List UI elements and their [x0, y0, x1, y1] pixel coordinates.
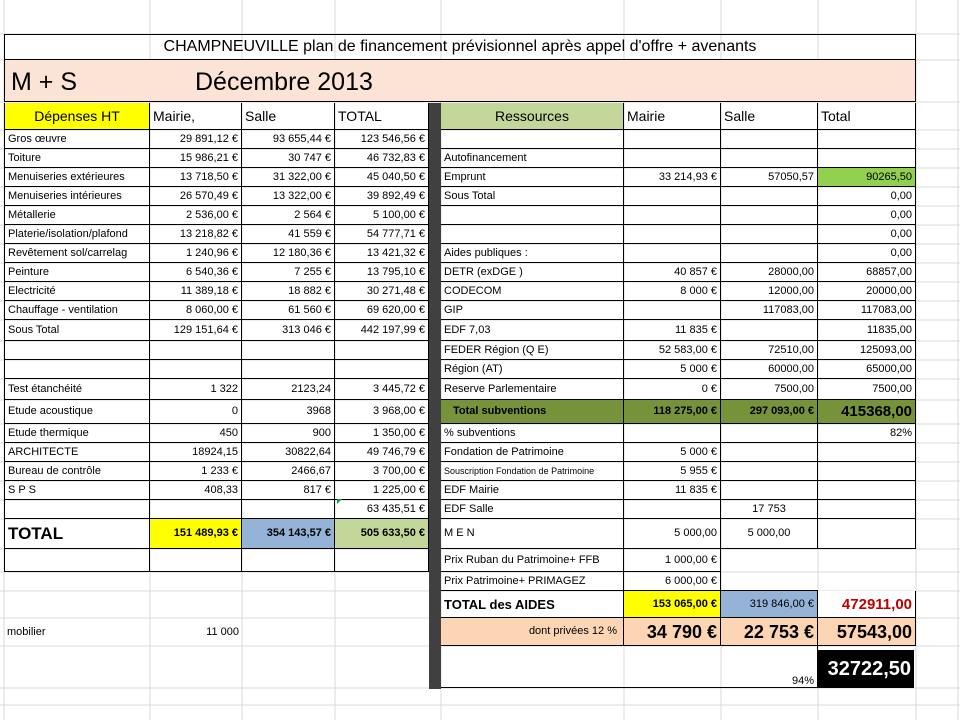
res-row-salle[interactable]: 28000,00 — [721, 263, 818, 282]
res2-row-total[interactable] — [818, 443, 916, 462]
dep-row-salle[interactable]: 2466,67 — [242, 462, 335, 481]
res-row-label[interactable]: Autofinancement — [441, 149, 624, 168]
res-row-label[interactable]: EDF 7,03 — [441, 320, 624, 341]
res-row-total[interactable]: 0,00 — [818, 187, 916, 206]
dont-privees-label[interactable]: dont privées 12 % — [441, 618, 624, 646]
res2-row-salle[interactable]: 17 753 — [721, 500, 818, 519]
men-total[interactable] — [818, 519, 916, 549]
dep-row-total[interactable]: 30 271,48 € — [335, 282, 429, 301]
dont-privees-salle[interactable]: 22 753 € — [721, 618, 818, 646]
prix2-mairie[interactable]: 6 000,00 € — [624, 572, 721, 591]
pct-subventions-mairie[interactable] — [624, 424, 721, 443]
res-row-label[interactable] — [441, 130, 624, 149]
res-row-mairie[interactable] — [624, 206, 721, 225]
dep-row-salle[interactable]: 7 255 € — [242, 263, 335, 282]
res-row-mairie[interactable] — [624, 187, 721, 206]
pct-subventions-label[interactable]: % subventions — [441, 424, 624, 443]
dep-row-mairie[interactable]: 15 986,21 € — [150, 149, 242, 168]
res-row-label[interactable] — [441, 225, 624, 244]
dep-row-salle[interactable] — [242, 500, 335, 519]
sheet-title[interactable]: CHAMPNEUVILLE plan de financement prévisionnel après appel d'offre + avenants — [4, 34, 916, 60]
dep-row-total[interactable]: 13 795,10 € — [335, 263, 429, 282]
dep-row-label[interactable]: Menuiseries extérieures — [4, 168, 150, 187]
dep-row-salle[interactable]: 12 180,36 € — [242, 244, 335, 263]
dep-row-label[interactable]: ARCHITECTE — [4, 443, 150, 462]
res-row-salle[interactable]: 60000,00 — [721, 360, 818, 379]
total-subventions-total[interactable]: 415368,00 — [818, 400, 916, 424]
subtitle-right[interactable]: Décembre 2013 — [195, 67, 373, 96]
res-row-mairie[interactable]: 11 835 € — [624, 320, 721, 341]
total-subventions-mairie[interactable]: 118 275,00 € — [624, 400, 721, 424]
res-row-mairie[interactable] — [624, 225, 721, 244]
header-res-salle[interactable]: Salle — [721, 103, 818, 130]
cell-marker — [337, 499, 342, 504]
dep-row-total[interactable]: 1 350,00 € — [335, 424, 429, 443]
res-row-total[interactable]: 7500,00 — [818, 379, 916, 400]
dep-row-salle[interactable]: 817 € — [242, 481, 335, 500]
res-row-total[interactable]: 0,00 — [818, 225, 916, 244]
dep-total-label[interactable]: TOTAL — [4, 519, 150, 549]
header-res-mairie[interactable]: Mairie — [624, 103, 721, 130]
dep-row-mairie[interactable]: 11 389,18 € — [150, 282, 242, 301]
dep-row-salle[interactable] — [242, 341, 335, 360]
dep-row-salle[interactable]: 31 322,00 € — [242, 168, 335, 187]
dep-row-total[interactable]: 442 197,99 € — [335, 320, 429, 341]
res-row-total[interactable] — [818, 149, 916, 168]
dep-blank[interactable] — [4, 549, 150, 572]
dep-total-mairie[interactable]: 151 489,93 € — [150, 519, 242, 549]
dep-row-salle[interactable]: 61 560 € — [242, 301, 335, 320]
final-pct[interactable]: 94% — [441, 646, 818, 688]
res-row-salle[interactable] — [721, 320, 818, 341]
res-row-salle[interactable] — [721, 225, 818, 244]
res-row-salle[interactable]: 72510,00 — [721, 341, 818, 360]
dep-row-mairie[interactable]: 1 322 — [150, 379, 242, 400]
dep-row-mairie[interactable]: 1 240,96 € — [150, 244, 242, 263]
res-row-label[interactable]: Sous Total — [441, 187, 624, 206]
res2-row-total[interactable] — [818, 500, 916, 519]
res-row-salle[interactable]: 57050,57 — [721, 168, 818, 187]
res2-row-mairie[interactable] — [624, 500, 721, 519]
dep-row-mairie[interactable]: 450 — [150, 424, 242, 443]
res-row-total[interactable]: 117083,00 — [818, 301, 916, 320]
dep-row-salle[interactable]: 30822,64 — [242, 443, 335, 462]
res-row-label[interactable]: FEDER Région (Q E) — [441, 341, 624, 360]
res-row-label[interactable]: GIP — [441, 301, 624, 320]
res2-row-total[interactable] — [818, 481, 916, 500]
dep-row-mairie[interactable] — [150, 360, 242, 379]
res-row-total[interactable]: 0,00 — [818, 206, 916, 225]
dep-row-mairie[interactable]: 8 060,00 € — [150, 301, 242, 320]
res-row-label[interactable]: Région (AT) — [441, 360, 624, 379]
res2-row-salle[interactable] — [721, 481, 818, 500]
dep-row-total[interactable]: 123 546,56 € — [335, 130, 429, 149]
dep-row-total[interactable]: 46 732,83 € — [335, 149, 429, 168]
dep-row-mairie[interactable]: 29 891,12 € — [150, 130, 242, 149]
header-ressources[interactable]: Ressources — [441, 103, 624, 130]
dont-privees-total[interactable]: 57543,00 — [818, 618, 916, 646]
dep-row-salle[interactable]: 2123,24 — [242, 379, 335, 400]
dep-row-label[interactable]: Gros œuvre — [4, 130, 150, 149]
dep-row-label[interactable]: Sous Total — [4, 320, 150, 341]
dep-row-label[interactable]: Métallerie — [4, 206, 150, 225]
res-row-total[interactable]: 90265,50 — [818, 168, 916, 187]
dep-blank[interactable] — [335, 549, 429, 572]
total-subventions-salle[interactable]: 297 093,00 € — [721, 400, 818, 424]
res-row-mairie[interactable]: 40 857 € — [624, 263, 721, 282]
dep-total-salle[interactable]: 354 143,57 € — [242, 519, 335, 549]
dep-row-label[interactable]: Electricité — [4, 282, 150, 301]
dep-row-total[interactable]: 3 968,00 € — [335, 400, 429, 424]
dep-row-total[interactable] — [335, 341, 429, 360]
res-row-total[interactable]: 65000,00 — [818, 360, 916, 379]
header-res-total[interactable]: Total — [818, 103, 916, 130]
res-row-total[interactable]: 68857,00 — [818, 263, 916, 282]
men-label[interactable]: M E N — [441, 519, 624, 549]
pct-subventions-total[interactable]: 82% — [818, 424, 916, 443]
dep-row-total[interactable]: 69 620,00 € — [335, 301, 429, 320]
total-subventions-label[interactable]: Total subventions — [441, 400, 624, 424]
res-row-salle[interactable]: 117083,00 — [721, 301, 818, 320]
dep-row-mairie[interactable]: 13 218,82 € — [150, 225, 242, 244]
dep-row-label[interactable] — [4, 500, 150, 519]
res-row-label[interactable]: DETR (exDGE ) — [441, 263, 624, 282]
dep-row-total[interactable]: 39 892,49 € — [335, 187, 429, 206]
res-row-mairie[interactable] — [624, 130, 721, 149]
res2-row-label[interactable]: EDF Salle — [441, 500, 624, 519]
dep-row-salle[interactable]: 30 747 € — [242, 149, 335, 168]
res-row-label[interactable]: Reserve Parlementaire — [441, 379, 624, 400]
res-row-mairie[interactable] — [624, 301, 721, 320]
column-separator — [429, 103, 441, 689]
header-salle[interactable]: Salle — [242, 103, 335, 130]
res-row-mairie[interactable]: 52 583,00 € — [624, 341, 721, 360]
res-row-mairie[interactable] — [624, 244, 721, 263]
dep-row-mairie[interactable]: 2 536,00 € — [150, 206, 242, 225]
dep-row-label[interactable]: Revêtement sol/carrelag — [4, 244, 150, 263]
res-row-mairie[interactable]: 33 214,93 € — [624, 168, 721, 187]
dep-row-total[interactable]: 54 777,71 € — [335, 225, 429, 244]
dep-row-mairie[interactable]: 6 540,36 € — [150, 263, 242, 282]
dep-row-label[interactable]: Menuiseries intérieures — [4, 187, 150, 206]
dep-row-salle[interactable]: 900 — [242, 424, 335, 443]
dep-row-salle[interactable] — [242, 360, 335, 379]
total-aides-label[interactable]: TOTAL des AIDES — [441, 591, 624, 618]
prix2-salle[interactable] — [721, 572, 818, 591]
prix2-label[interactable]: Prix Patrimoine+ PRIMAGEZ — [441, 572, 624, 591]
res-row-label[interactable] — [441, 206, 624, 225]
dep-row-mairie[interactable]: 13 718,50 € — [150, 168, 242, 187]
dep-row-label[interactable]: Bureau de contrôle — [4, 462, 150, 481]
res2-row-total[interactable] — [818, 462, 916, 481]
dep-row-salle[interactable]: 93 655,44 € — [242, 130, 335, 149]
dont-privees-mairie[interactable]: 34 790 € — [624, 618, 721, 646]
dep-row-mairie[interactable]: 18924,15 — [150, 443, 242, 462]
dep-row-salle[interactable]: 313 046 € — [242, 320, 335, 341]
dep-row-mairie[interactable]: 129 151,64 € — [150, 320, 242, 341]
mobilier-mairie[interactable]: 11 000 — [206, 625, 239, 638]
res-row-total[interactable]: 125093,00 — [818, 341, 916, 360]
men-mairie[interactable]: 5 000,00 — [624, 519, 721, 549]
dep-row-salle[interactable]: 13 322,00 € — [242, 187, 335, 206]
dep-row-total[interactable]: 3 445,72 € — [335, 379, 429, 400]
res-row-label[interactable]: Emprunt — [441, 168, 624, 187]
dep-row-total[interactable]: 1 225,00 € — [335, 481, 429, 500]
dep-row-label[interactable]: Peinture — [4, 263, 150, 282]
res2-row-mairie[interactable]: 11 835 € — [624, 481, 721, 500]
subtitle-left[interactable]: M + S — [11, 67, 77, 96]
dep-row-label[interactable]: Chauffage - ventilation — [4, 301, 150, 320]
header-depenses[interactable]: Dépenses HT — [4, 103, 150, 130]
dep-row-label[interactable] — [4, 360, 150, 379]
dep-row-total[interactable]: 63 435,51 € — [335, 500, 429, 519]
res-row-mairie[interactable] — [624, 149, 721, 168]
res-row-salle[interactable] — [721, 206, 818, 225]
dep-row-label[interactable]: Etude thermique — [4, 424, 150, 443]
dep-total-total[interactable]: 505 633,50 € — [335, 519, 429, 549]
res-row-salle[interactable]: 7500,00 — [721, 379, 818, 400]
res-row-total[interactable]: 11835,00 — [818, 320, 916, 341]
dep-blank[interactable] — [242, 549, 335, 572]
res-row-total[interactable]: 0,00 — [818, 244, 916, 263]
dep-blank[interactable] — [150, 549, 242, 572]
prix1-mairie[interactable]: 1 000,00 € — [624, 549, 721, 572]
dep-row-total[interactable]: 5 100,00 € — [335, 206, 429, 225]
dep-row-label[interactable]: Test étanchéité — [4, 379, 150, 400]
dep-row-mairie[interactable]: 1 233 € — [150, 462, 242, 481]
final-total[interactable]: 32722,50 — [818, 650, 914, 688]
res2-row-label[interactable]: EDF Mairie — [441, 481, 624, 500]
dep-row-mairie[interactable]: 408,33 — [150, 481, 242, 500]
res-row-salle[interactable] — [721, 244, 818, 263]
dep-row-total[interactable]: 13 421,32 € — [335, 244, 429, 263]
header-mairie[interactable]: Mairie, — [150, 103, 242, 130]
res-row-total[interactable] — [818, 130, 916, 149]
res-row-salle[interactable] — [721, 187, 818, 206]
mobilier-label[interactable]: mobilier — [7, 625, 46, 638]
dep-row-mairie[interactable] — [150, 341, 242, 360]
res2-row-salle[interactable] — [721, 443, 818, 462]
dep-row-total[interactable] — [335, 360, 429, 379]
res-row-mairie[interactable]: 5 000 € — [624, 360, 721, 379]
dep-row-mairie[interactable] — [150, 500, 242, 519]
pct-subventions-salle[interactable] — [721, 424, 818, 443]
total-aides-mairie[interactable]: 153 065,00 € — [624, 591, 721, 618]
res-row-total[interactable]: 20000,00 — [818, 282, 916, 301]
dep-row-salle[interactable]: 18 882 € — [242, 282, 335, 301]
res2-row-label[interactable]: Souscription Fondation de Patrimoine — [441, 462, 624, 481]
dep-row-label[interactable]: Etude acoustique — [4, 400, 150, 424]
dep-row-salle[interactable]: 41 559 € — [242, 225, 335, 244]
dep-row-total[interactable]: 45 040,50 € — [335, 168, 429, 187]
res-row-salle[interactable] — [721, 130, 818, 149]
dep-row-mairie[interactable]: 26 570,49 € — [150, 187, 242, 206]
men-salle[interactable]: 5 000,00 — [721, 519, 818, 549]
total-aides-total[interactable]: 472911,00 — [818, 591, 916, 618]
dep-row-salle[interactable]: 2 564 € — [242, 206, 335, 225]
res-row-mairie[interactable]: 0 € — [624, 379, 721, 400]
total-aides-salle[interactable]: 319 846,00 € — [721, 591, 818, 618]
res-row-mairie[interactable]: 8 000 € — [624, 282, 721, 301]
dep-row-label[interactable]: Toiture — [4, 149, 150, 168]
dep-row-salle[interactable]: 3968 — [242, 400, 335, 424]
dep-row-label[interactable]: S P S — [4, 481, 150, 500]
dep-row-label[interactable] — [4, 341, 150, 360]
res2-row-mairie[interactable]: 5 000 € — [624, 443, 721, 462]
res-row-label[interactable]: CODECOM — [441, 282, 624, 301]
prix1-label[interactable]: Prix Ruban du Patrimoine+ FFB — [441, 549, 624, 572]
dep-row-mairie[interactable]: 0 — [150, 400, 242, 424]
header-total[interactable]: TOTAL — [335, 103, 429, 130]
res-row-label[interactable]: Aides publiques : — [441, 244, 624, 263]
res-row-salle[interactable] — [721, 149, 818, 168]
res2-row-mairie[interactable]: 5 955 € — [624, 462, 721, 481]
res2-row-label[interactable]: Fondation de Patrimoine — [441, 443, 624, 462]
res2-row-salle[interactable] — [721, 462, 818, 481]
dep-row-total[interactable]: 3 700,00 € — [335, 462, 429, 481]
res-row-salle[interactable]: 12000,00 — [721, 282, 818, 301]
dep-row-total[interactable]: 49 746,79 € — [335, 443, 429, 462]
dep-row-label[interactable]: Platerie/isolation/plafond — [4, 225, 150, 244]
